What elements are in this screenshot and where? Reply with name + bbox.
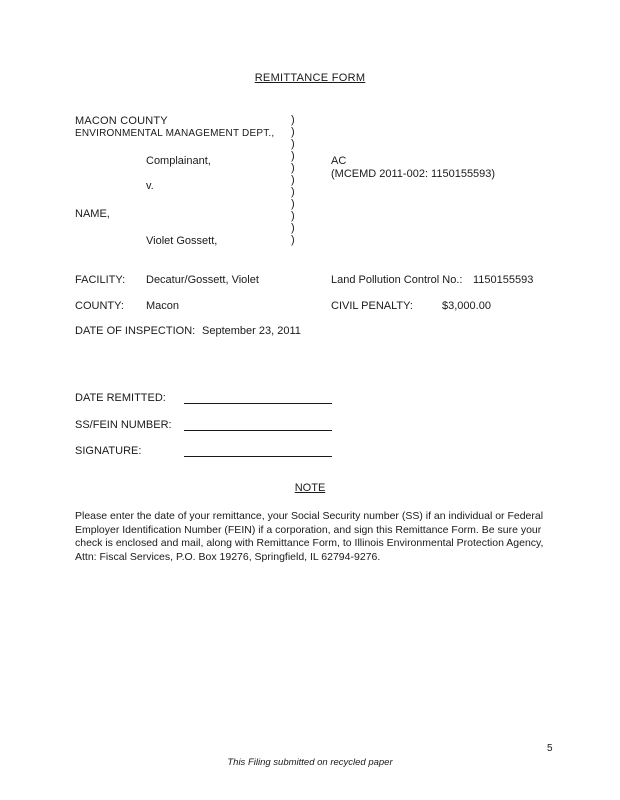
civil-penalty-label: CIVIL PENALTY: [331, 300, 413, 312]
signature-line[interactable] [184, 456, 332, 457]
paren: ) [291, 150, 295, 162]
inspection-label: DATE OF INSPECTION: [75, 325, 196, 337]
civil-penalty-value: $3,000.00 [442, 300, 491, 312]
complainant-label: Complainant, [146, 155, 211, 167]
page-number: 5 [547, 743, 553, 754]
paren: ) [291, 126, 295, 138]
case-type: AC [331, 155, 347, 167]
paren: ) [291, 234, 295, 246]
versus-label: v. [146, 180, 154, 192]
county-label: COUNTY: [75, 300, 124, 312]
caption-parens [291, 114, 299, 246]
paren: ) [291, 186, 295, 198]
facility-label: FACILITY: [75, 274, 126, 286]
ss-fein-line[interactable] [184, 430, 332, 431]
ss-fein-label: SS/FEIN NUMBER: [75, 419, 172, 431]
respondent-name: Violet Gossett, [146, 235, 218, 247]
paren: ) [291, 174, 295, 186]
signature-label: SIGNATURE: [75, 445, 142, 457]
name-label: NAME, [75, 208, 110, 220]
county-value: Macon [146, 300, 180, 312]
lpc-value: 1150155593 [473, 274, 534, 286]
paren: ) [291, 210, 295, 222]
date-remitted-line[interactable] [184, 403, 332, 404]
department-name: ENVIRONMENTAL MANAGEMENT DEPT., [75, 128, 275, 139]
case-number: (MCEMD 2011-002: 1150155593) [331, 168, 496, 180]
facility-value: Decatur/Gossett, Violet [146, 274, 259, 286]
lpc-label: Land Pollution Control No.: [331, 274, 463, 286]
date-remitted-label: DATE REMITTED: [75, 392, 166, 404]
paren: ) [291, 222, 295, 234]
paren: ) [291, 198, 295, 210]
paren: ) [291, 162, 295, 174]
footer-text: This Filing submitted on recycled paper [227, 757, 393, 768]
county-name: MACON COUNTY [75, 115, 168, 127]
paren: ) [291, 138, 295, 150]
note-body: Please enter the date of your remittance, your Social Security number (SS) if an individual or Federal Employer Identification Number (FEIN) if a corporation, and sign this Remittance Form. Be sure your check is enclosed and mail, along with Remittance Form, to Illinois Environmental Protection Agency, Attn: Fiscal Services, P.O. Box 19276, Springfield, IL 62794-9276. [75, 510, 544, 563]
inspection-date: September 23, 2011 [202, 325, 301, 337]
note-title: NOTE [294, 482, 326, 494]
paren: ) [291, 114, 295, 126]
form-title: REMITTANCE FORM [254, 72, 366, 84]
